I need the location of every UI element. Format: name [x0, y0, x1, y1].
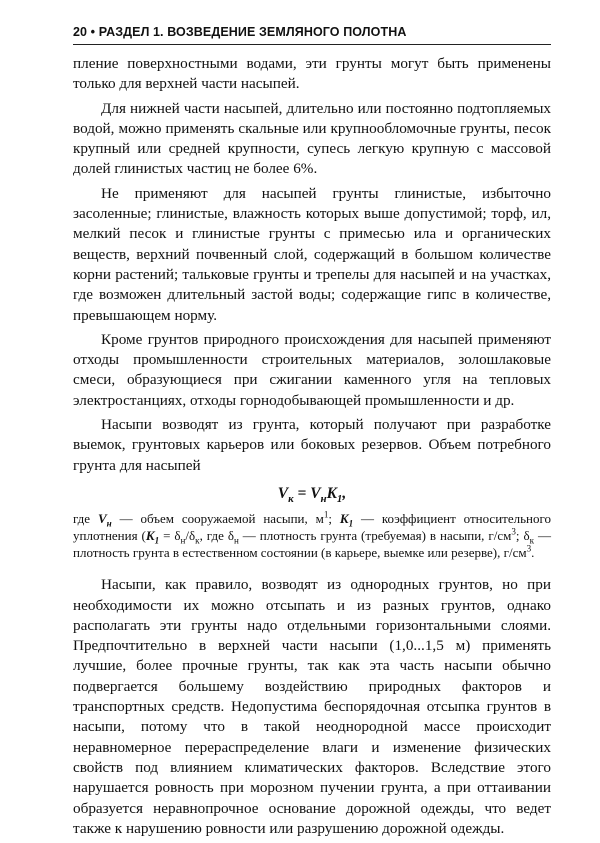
legend-text: — плотность грунта в естественном состоянии (в карьере, выемке или резерве), г/см — [73, 528, 551, 561]
formula-v-sub: н — [320, 493, 327, 506]
legend-symbol: K — [339, 511, 349, 527]
page-body — [73, 54, 551, 843]
legend-text: = δ — [159, 528, 181, 544]
legend-sub: к — [529, 535, 535, 546]
paragraph-industrial-waste: Кроме грунтов природного происхождения для насыпей применяют отходы промышленности строительных материалов, золошлаковые смеси, образующиеся при сжигании каменного угля на тепловых электростанциях, отходы горнодобывающей промышленности и др. — [73, 330, 551, 409]
volume-formula — [73, 484, 551, 504]
legend-sup: 1 — [323, 509, 329, 520]
legend-symbol: K — [145, 528, 155, 544]
running-header: 20 • РАЗДЕЛ 1. ВОЗВЕДЕНИЕ ЗЕМЛЯНОГО ПОЛОТНА — [73, 25, 551, 45]
paragraph-lower-embankment: Для нижней части насыпей, длительно или постоянно подтопляемых водой, можно применять скальные или крупнообломочные грунты, песок крупный или средней крупности, супесь легкую крупную с массовой долей глинистых частиц не более 6%. — [73, 99, 551, 178]
legend-text: — коэффициент относительного уплотнения ( — [73, 511, 551, 544]
paragraph-homogeneous-soils: Насыпи, как правило, возводят из однородных грунтов, но при необходимости их можно отсыпать и из разных грунтов, однако располагать эти грунты надо отдельными горизонтальными слоями. Предпочтительно в верхней части насыпи (1,0...1,5 м) применять лучшие, более прочные грунты, так как эта часть насыпи обычно подвергается большему воздействию природных факторов и транспортных средств. Недопустима беспорядочная отсыпка грунтов в насыпи, потому что в такой неоднородной массе происходит неравномерное перераспределение влаги и изменение физических свойств под влиянием климатических факторов. Вследствие этого нарушается ровность при морозном пучении грунта, а при оттаивании образуется неравнопрочное основание дорожной одежды, что ведет также к нарушению ровности или разрушению дорожной одежды. — [73, 576, 551, 837]
legend-text: , где δ — [199, 528, 234, 544]
formula-lhs-sub: к — [288, 493, 294, 506]
formula-k-sub: 1 — [336, 493, 343, 506]
paragraph-continued: пление поверхностными водами, эти грунты могут быть применены только для верхней части насыпей. — [73, 55, 551, 93]
formula-v: V — [310, 484, 321, 502]
legend-sub: н — [233, 535, 239, 546]
legend-text: ; δ — [515, 528, 530, 544]
formula-k: K — [326, 484, 337, 502]
formula-lhs: V — [277, 484, 289, 502]
formula-legend — [73, 510, 551, 561]
legend-text: — объем сооружаемой насыпи, м — [111, 511, 324, 527]
legend-sub: н — [180, 535, 186, 546]
legend-text: — плотность грунта (требуемая) в насыпи, г/см — [238, 528, 512, 544]
legend-sup: 3 — [526, 543, 532, 554]
legend-text: /δ — [185, 528, 196, 544]
legend-text: . — [531, 545, 535, 561]
legend-sup: 3 — [511, 526, 516, 537]
legend-text: где — [73, 511, 98, 527]
legend-symbol-sub: н — [106, 518, 112, 529]
legend-symbol-sub: 1 — [348, 518, 354, 529]
formula-equals: = — [293, 484, 311, 502]
legend-sub: к — [195, 535, 200, 546]
legend-text: ; — [328, 511, 340, 527]
paragraph-not-used-soils: Не применяют для насыпей грунты глинистые, избыточно засоленные; глинистые, влажность которых выше допустимой; торф, ил, мелкий песок и глинистые грунты с примесью ила и органических веществ, верхний почвенный слой, содержащий в большом количестве корни растений; тальковые грунты и трепелы для насыпей и на участках, где возможен длительный застой воды; содержащие гипс в количестве, превышающем норму. — [73, 184, 551, 324]
paragraph-soil-volume: Насыпи возводят из грунта, который получают при разработке выемок, грунтовых карьеров или боковых резервов. Объем потребного грунта для насыпей — [73, 416, 551, 474]
legend-symbol: V — [97, 511, 107, 527]
formula-end: , — [342, 484, 347, 502]
legend-symbol-sub: 1 — [154, 535, 160, 546]
